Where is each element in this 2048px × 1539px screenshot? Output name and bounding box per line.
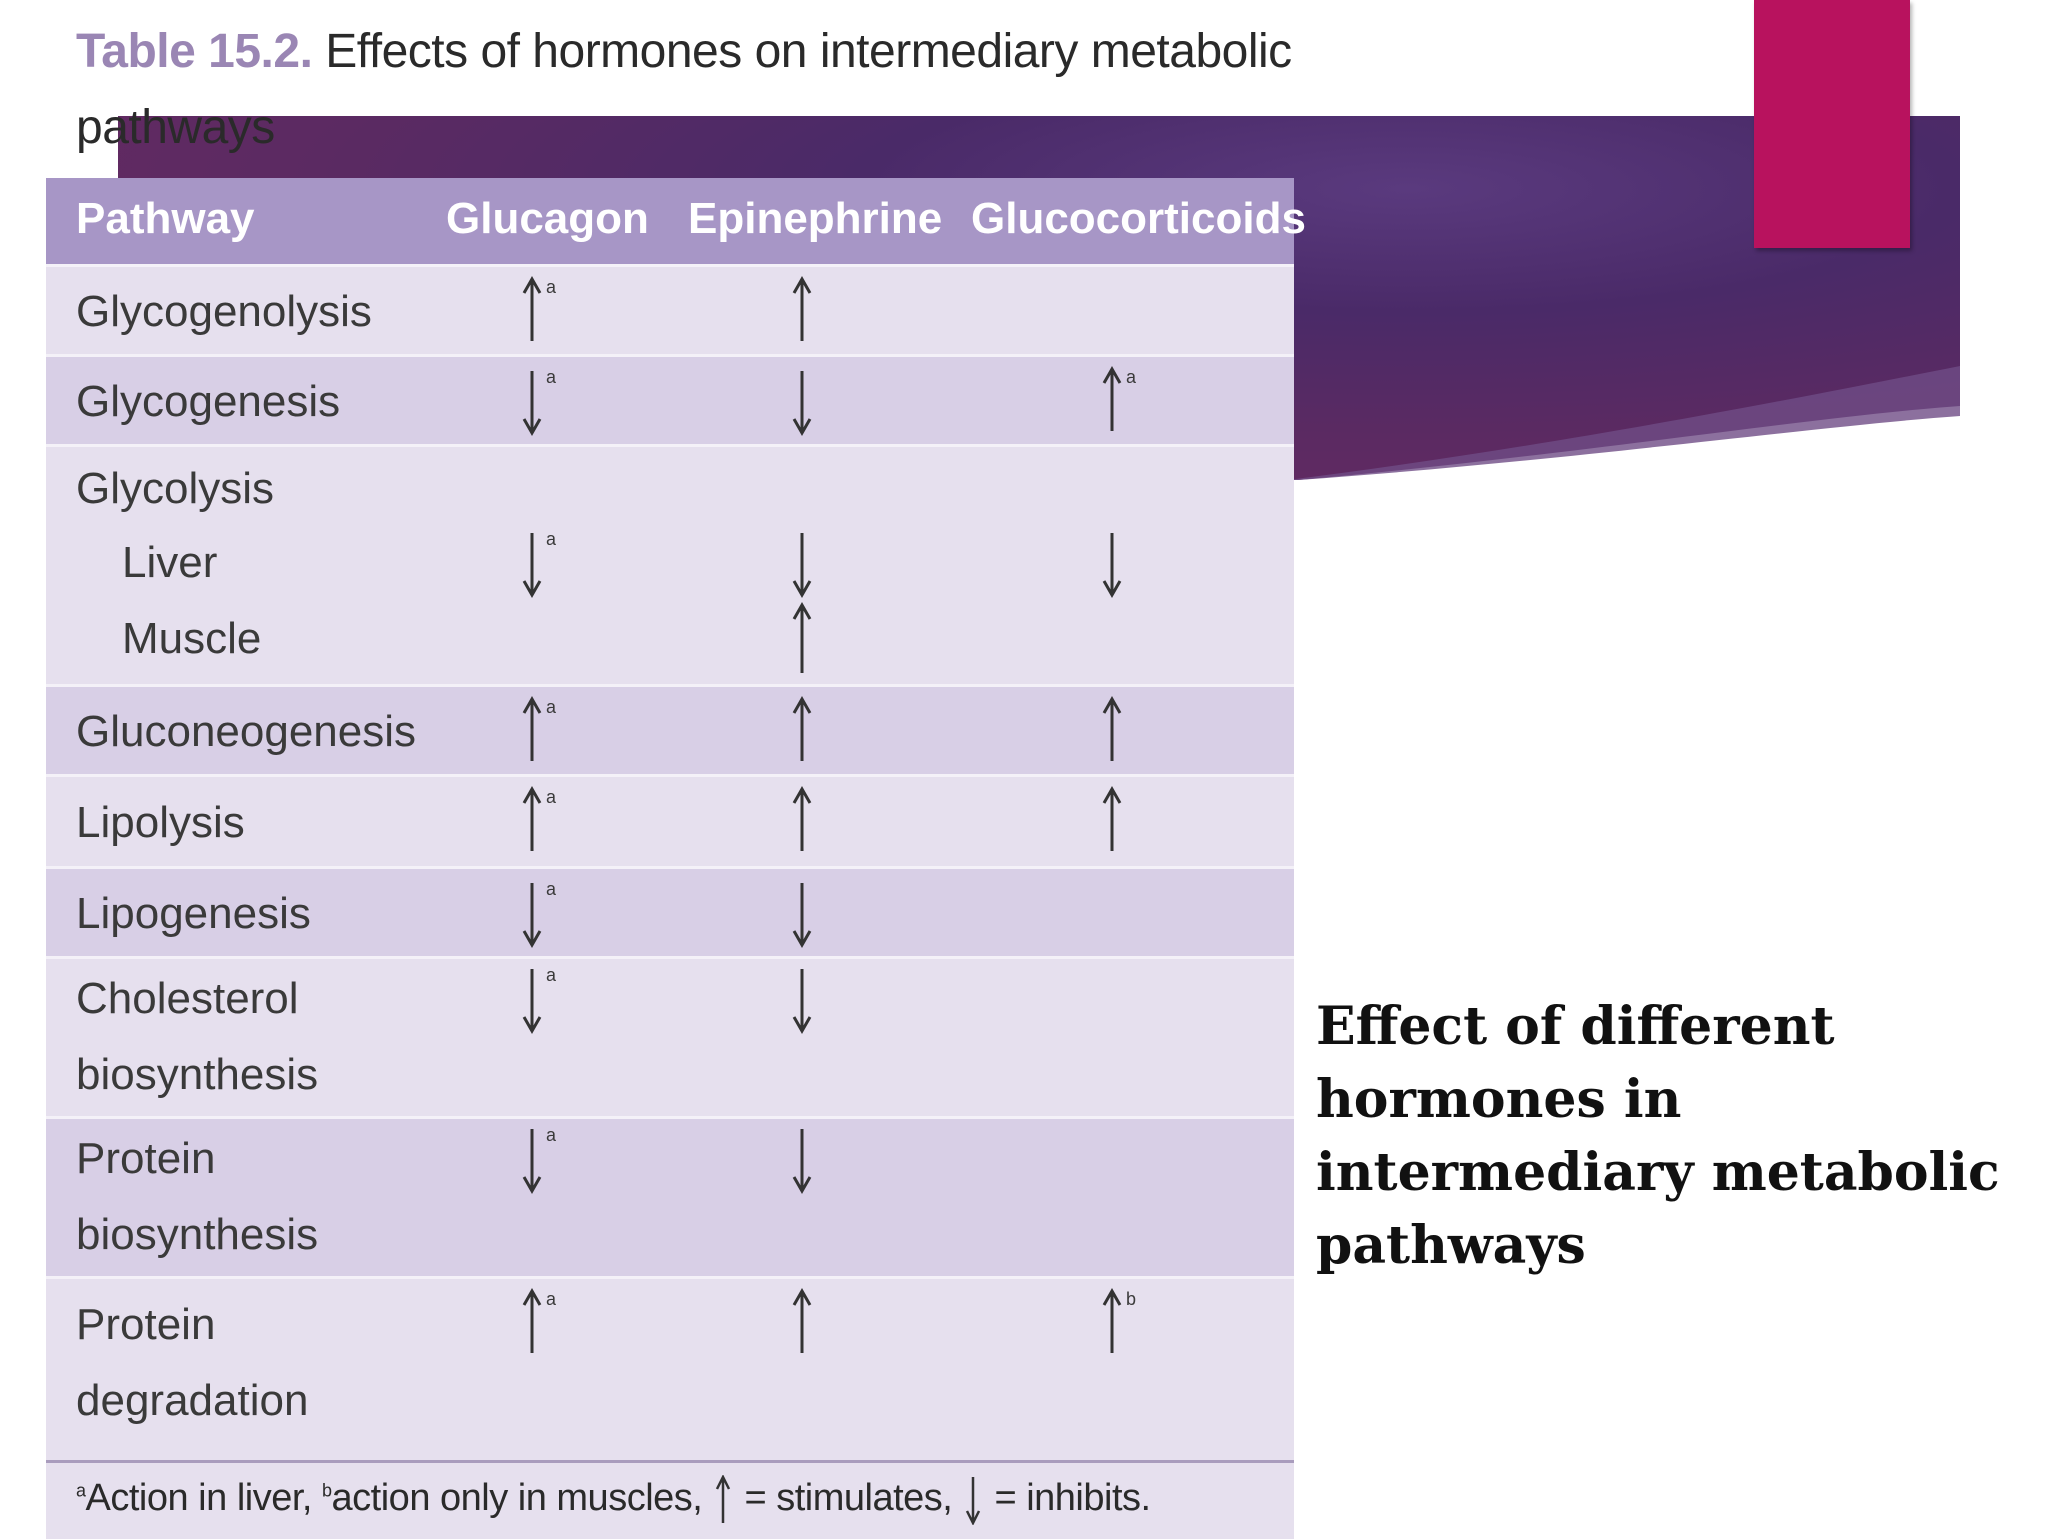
footnote-a: Action in liver, bbox=[85, 1477, 312, 1520]
arrow-down-icon bbox=[786, 955, 846, 1055]
header-epinephrine: Epinephrine bbox=[688, 194, 943, 243]
arrow-up-icon: a bbox=[516, 1279, 576, 1379]
table-row bbox=[46, 354, 1294, 447]
table-row bbox=[46, 1116, 1294, 1279]
arrow-up-icon: a bbox=[516, 267, 576, 367]
arrow-down-icon: a bbox=[516, 869, 576, 969]
table-row bbox=[46, 264, 1294, 357]
table-row bbox=[46, 684, 1294, 777]
pathway-cell: Lipogenesis bbox=[76, 889, 311, 938]
arrow-up-icon bbox=[786, 593, 846, 693]
pathway-cell: Glycogenolysis bbox=[76, 287, 372, 336]
arrow-down-icon bbox=[1096, 519, 1156, 619]
footnote-down: = inhibits. bbox=[994, 1477, 1151, 1520]
pathway-cell: Lipolysis bbox=[76, 798, 245, 847]
arrow-down-icon bbox=[962, 1475, 984, 1525]
table-title-text: Effects of hormones on intermediary metabolic pathways bbox=[76, 25, 1292, 154]
arrow-up-icon bbox=[1096, 687, 1156, 787]
arrow-down-icon: a bbox=[516, 1115, 576, 1215]
hormone-effects-table bbox=[46, 178, 1306, 1536]
table-row bbox=[46, 956, 1294, 1119]
table-footnote-row bbox=[46, 1460, 1294, 1539]
table-title bbox=[76, 14, 1326, 166]
footnote-b: action only in muscles, bbox=[331, 1477, 703, 1520]
accent-square bbox=[1754, 0, 1910, 248]
table-row bbox=[46, 444, 1294, 687]
arrow-down-icon: a bbox=[516, 519, 576, 619]
arrow-up-icon bbox=[786, 687, 846, 787]
pathway-subcell: Muscle bbox=[122, 614, 262, 663]
pathway-subcell: Liver bbox=[122, 538, 218, 587]
arrow-up-icon bbox=[712, 1475, 734, 1525]
header-pathway: Pathway bbox=[76, 194, 255, 243]
header-glucocorticoids: Glucocorticoids bbox=[971, 194, 1306, 243]
pathway-cell: Protein biosynthesis bbox=[76, 1134, 319, 1259]
table-header-row bbox=[46, 178, 1306, 264]
header-glucagon: Glucagon bbox=[446, 194, 649, 243]
footnote: $^a$Action in liver, $^b$action only in muscles, = stimulates, = inhibits. bbox=[76, 1475, 1151, 1525]
arrow-up-icon bbox=[786, 777, 846, 877]
arrow-down-icon bbox=[786, 869, 846, 969]
arrow-down-icon: a bbox=[516, 357, 576, 457]
pathway-cell: Cholesterol biosynthesis bbox=[76, 974, 319, 1099]
arrow-down-icon bbox=[786, 1115, 846, 1215]
arrow-down-icon bbox=[786, 357, 846, 457]
arrow-up-icon bbox=[1096, 777, 1156, 877]
pathway-cell: Protein degradation bbox=[76, 1300, 309, 1425]
arrow-up-icon: a bbox=[516, 777, 576, 877]
pathway-cell: Glycogenesis bbox=[76, 377, 341, 426]
table-row bbox=[46, 866, 1294, 959]
arrow-down-icon: a bbox=[516, 955, 576, 1055]
side-caption: Effect of different hormones in intermediary metabolic pathways bbox=[1316, 996, 2000, 1276]
arrow-up-icon: a bbox=[1096, 357, 1156, 457]
arrow-up-icon: a bbox=[516, 687, 576, 787]
pathway-cell: Gluconeogenesis bbox=[76, 707, 417, 756]
arrow-up-icon: b bbox=[1096, 1279, 1156, 1379]
arrow-up-icon bbox=[786, 267, 846, 367]
arrow-up-icon bbox=[786, 1279, 846, 1379]
footnote-up: = stimulates, bbox=[744, 1477, 953, 1520]
table-row bbox=[46, 774, 1294, 869]
table-row bbox=[46, 1276, 1294, 1463]
pathway-cell: Glycolysis bbox=[76, 464, 275, 513]
table-number: Table 15.2. bbox=[76, 25, 313, 78]
